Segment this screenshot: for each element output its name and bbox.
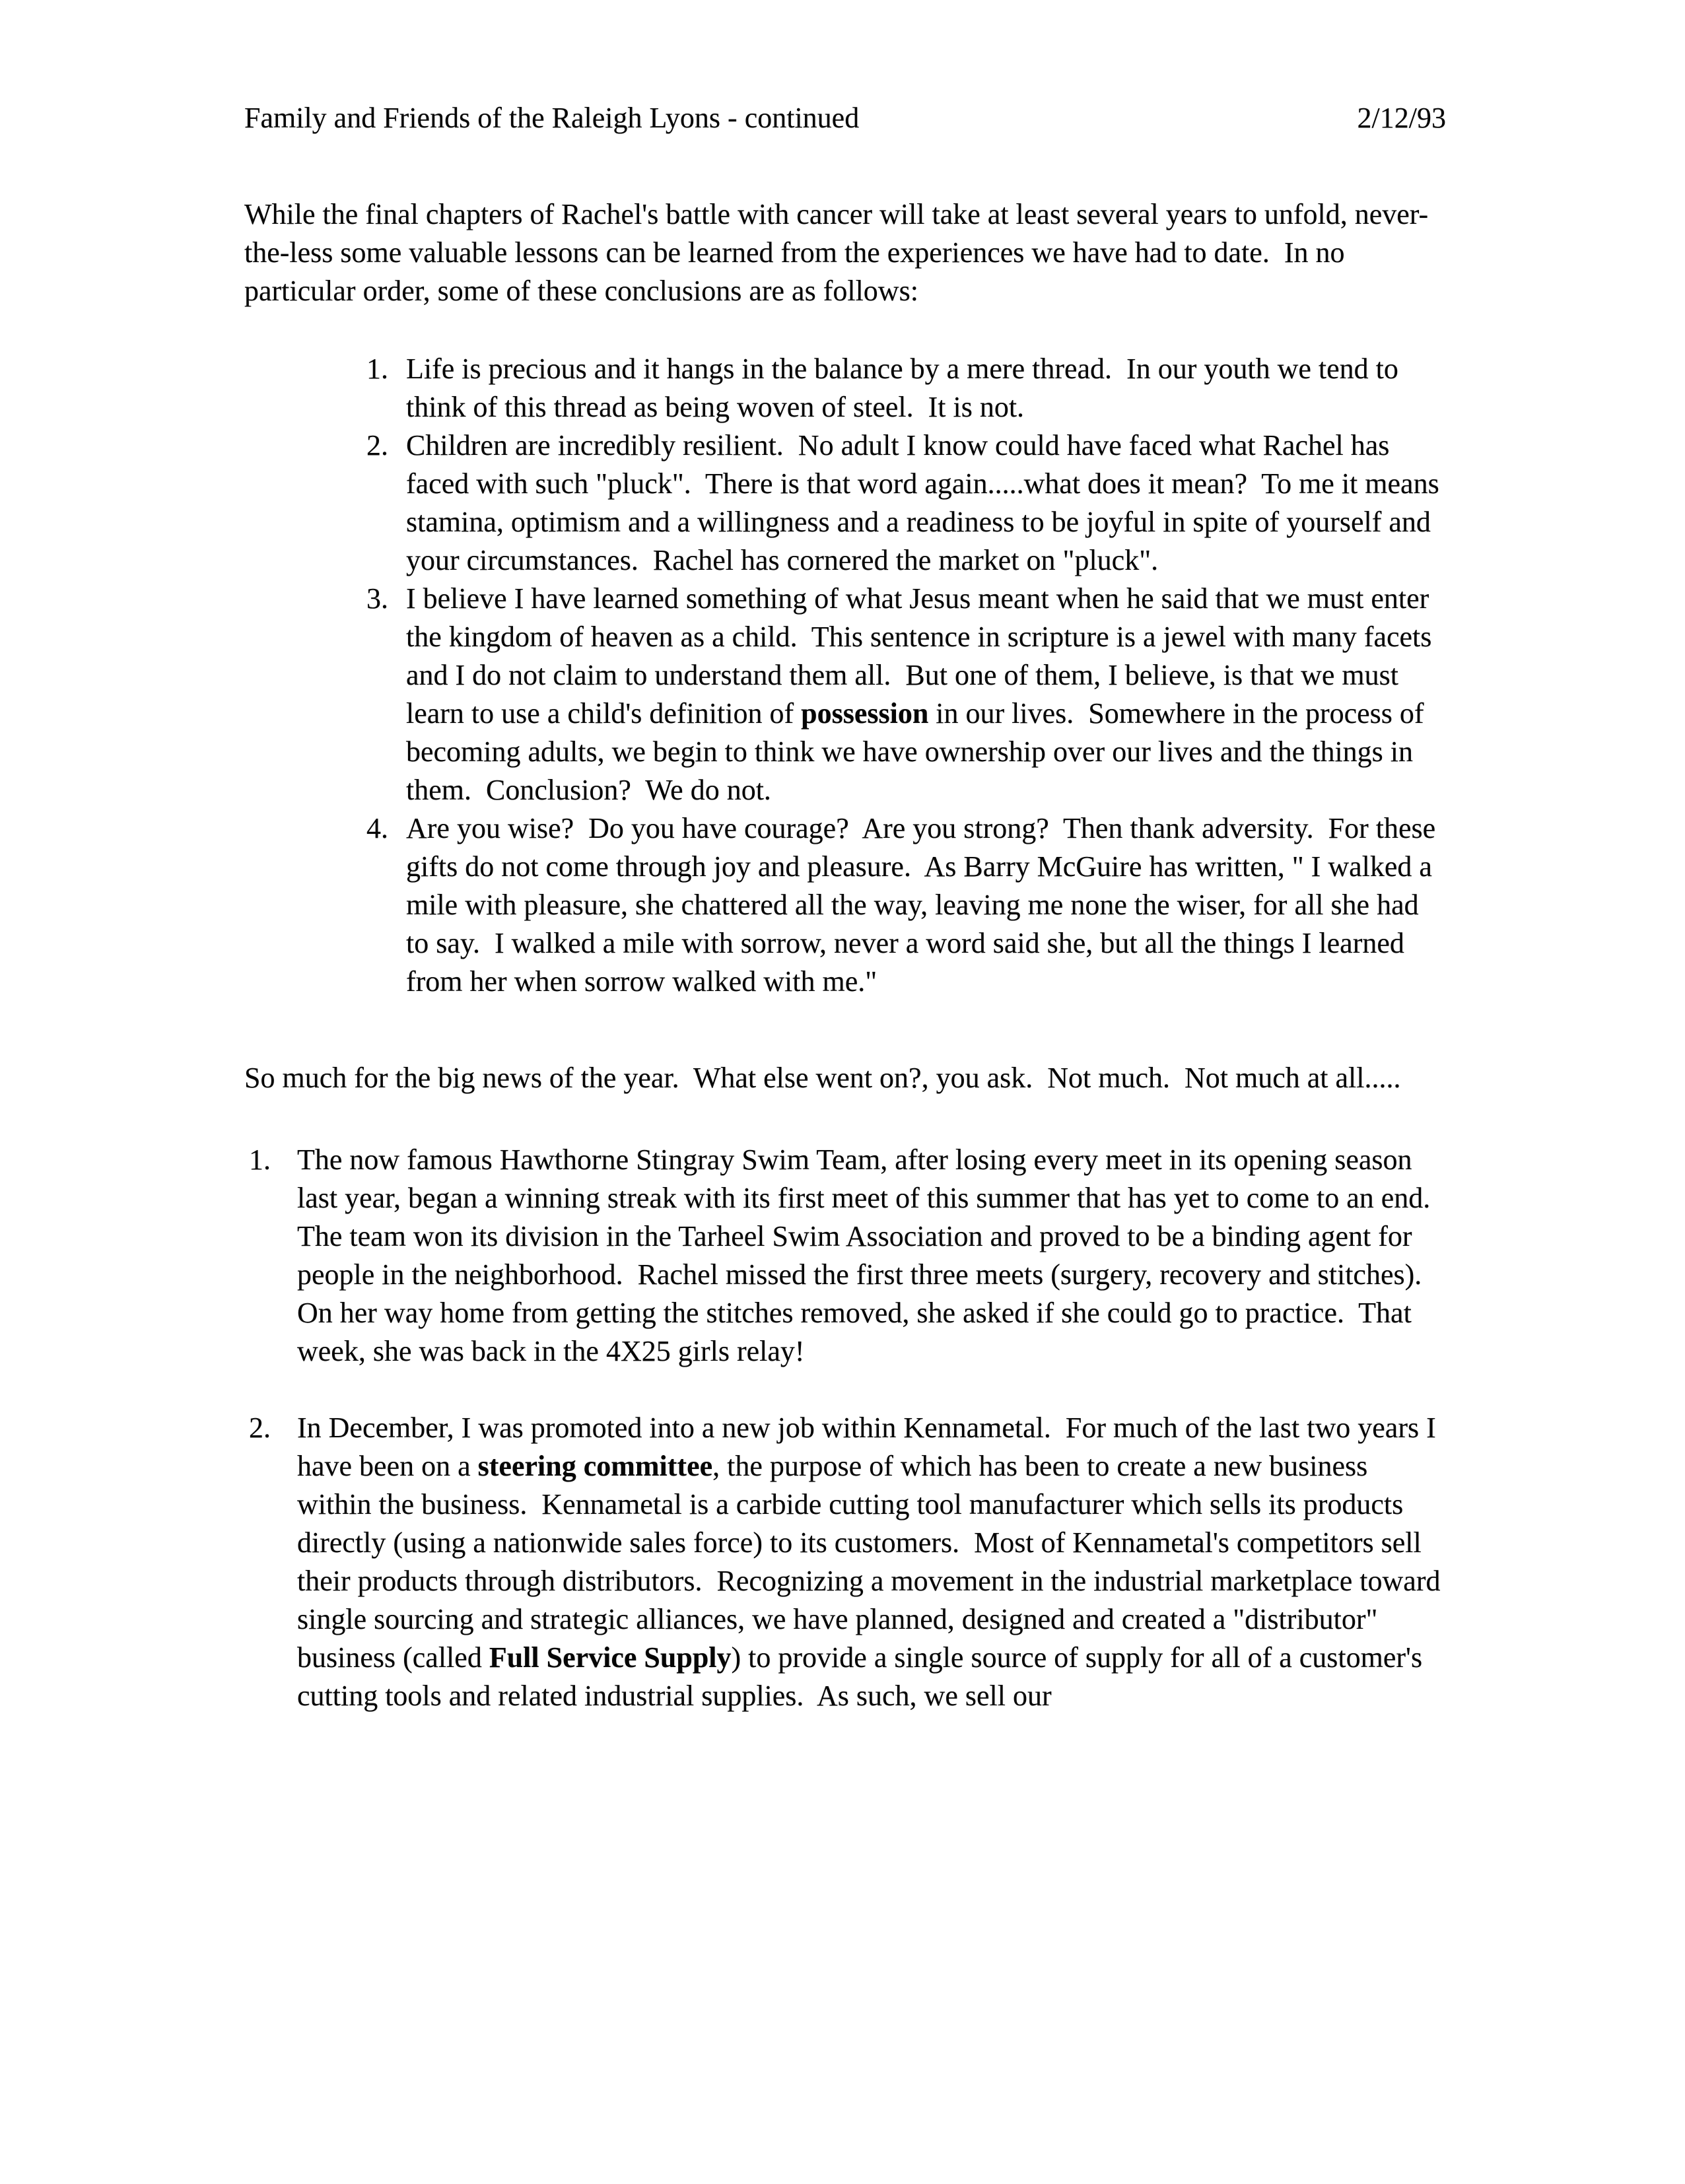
item-text: Children are incredibly resilient. No adult I know could have faced what Rachel has faced with such "pluck". There is that word again.....what does it mean? To me it means stamina, optimism and a willingness and a readiness to be joyful in spite of yourself and your circumstances. Rachel has cornered the market on "pluck". [406, 429, 1447, 576]
item-number: 2. [366, 429, 388, 461]
lesson-item [366, 809, 1446, 1001]
item-number: 2. [249, 1412, 271, 1444]
item-text: Life is precious and it hangs in the balance by a mere thread. In our youth we tend to think of this thread as being woven of steel. It is not. [406, 353, 1406, 423]
item-number: 4. [366, 812, 388, 844]
transition-paragraph: So much for the big news of the year. What else went on?, you ask. Not much. Not much at all..... [244, 1062, 1401, 1094]
news-item [244, 1141, 1446, 1371]
lesson-item [366, 580, 1446, 809]
lesson-item [366, 350, 1446, 427]
item-text: Are you wise? Do you have courage? Are you strong? Then thank adversity. For these gifts do not come through joy and pleasure. As Barry McGuire has written, " I walked a mile with pleasure, she chattered all the way, leaving me none the wiser, for all she had to say. I walked a mile with sorrow, never a word said she, but all the things I learned from her when sorrow walked with me." [406, 812, 1443, 998]
item-number: 3. [366, 582, 388, 615]
item-number: 1. [366, 353, 388, 385]
page-header [244, 99, 1446, 137]
item-text: The now famous Hawthorne Stingray Swim Team, after losing every meet in its opening season last year, began a winning streak with its first meet of this summer that has yet to come to an end. The team won its division in the Tarheel Swim Association and proved to be a binding agent for people in the neighborhood. Rachel missed the first three meets (surgery, recovery and stitches). On her way home from getting the stitches removed, she asked if she could go to practice. That week, she was back in the 4X25 girls relay! [297, 1143, 1445, 1367]
item-number: 1. [249, 1143, 271, 1176]
news-item [244, 1409, 1446, 1715]
item-text: I believe I have learned something of what Jesus meant when he said that we must enter the kingdom of heaven as a child. This sentence in scripture is a jewel with many facets and I do not claim to understand them all. But one of them, I believe, is that we must learn to use a child's definition of possession in our lives. Somewhere in the process of becoming adults, we begin to think we have ownership over our lives and the things in them. Conclusion? We do not. [406, 582, 1439, 806]
news-list [244, 1141, 1446, 1715]
lessons-list [244, 350, 1446, 1001]
header-date: 2/12/93 [1357, 102, 1446, 134]
lesson-item [366, 427, 1446, 580]
header-title: Family and Friends of the Raleigh Lyons - continued [244, 102, 860, 134]
item-text: In December, I was promoted into a new job within Kennametal. For much of the last two years I have been on a steering committee, the purpose of which has been to create a new business within the business. Kennametal is a carbide cutting tool manufacturer which sells its products directly (using a nationwide sales force) to its customers. Most of Kennametal's competitors sell their products through distributors. Recognizing a movement in the industrial marketplace toward single sourcing and strategic alliances, we have planned, designed and created a "distributor" business (called Full Service Supply) to provide a single source of supply for all of a customer's cutting tools and related industrial supplies. As such, we sell our [297, 1412, 1448, 1712]
intro-paragraph: While the final chapters of Rachel's battle with cancer will take at least several years to unfold, never-the-less some valuable lessons can be learned from the experiences we have had to date. In no particular order, some of these conclusions are as follows: [244, 198, 1429, 307]
